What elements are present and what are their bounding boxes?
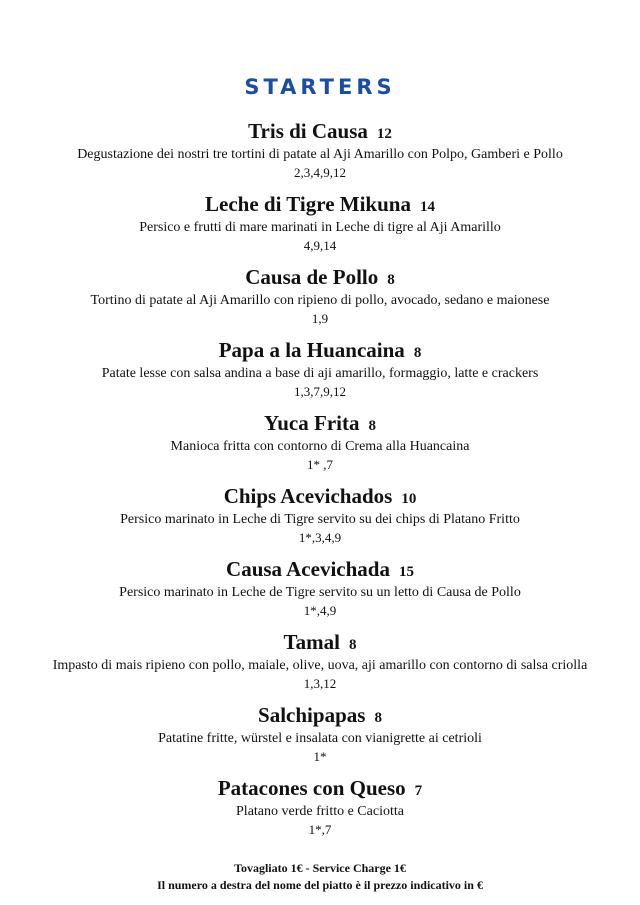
item-name: Patacones con Queso (217, 776, 406, 800)
item-price: 10 (401, 491, 417, 507)
item-allergens: 1*,7 (308, 822, 332, 837)
item-header (0, 117, 640, 145)
item-description: Tortino di patate al Aji Amarillo con ripieno di pollo, avocado, sedano e maionese (90, 293, 550, 308)
item-description: Impasto di mais ripieno con pollo, maiale, olive, uova, aji amarillo con contorno di salsa criolla (52, 658, 588, 673)
item-description: Manioca fritta con contorno di Crema alla Huancaina (170, 439, 470, 454)
item-price: 7 (414, 783, 423, 799)
item-allergens: 1,3,12 (303, 676, 337, 691)
item-header (0, 482, 640, 510)
item-price: 12 (376, 126, 392, 142)
item-header (0, 701, 640, 729)
item-name: Causa de Pollo (245, 265, 379, 289)
item-allergens: 4,9,14 (303, 238, 337, 253)
item-price: 8 (387, 272, 395, 288)
item-description: Degustazione dei nostri tre tortini di patate al Aji Amarillo con Polpo, Gamberi e Pollo (77, 147, 563, 162)
menu-item (0, 117, 640, 182)
item-description: Persico marinato in Leche de Tigre servito su un letto di Causa de Pollo (119, 585, 521, 600)
item-name: Causa Acevichada (226, 557, 390, 581)
item-name: Papa a la Huancaina (218, 338, 405, 362)
item-allergens: 1*,3,4,9 (298, 530, 342, 545)
item-header (0, 336, 640, 364)
menu-item (0, 482, 640, 547)
item-allergens: 1*,4,9 (303, 603, 337, 618)
item-allergens: 1,3,7,9,12 (294, 384, 346, 399)
menu-item (0, 336, 640, 401)
item-header (0, 409, 640, 437)
item-price: 8 (374, 710, 382, 726)
item-description: Persico e frutti di mare marinati in Leche di tigre al Aji Amarillo (139, 220, 501, 235)
item-header (0, 774, 640, 802)
footer-charges: Tovagliato 1€ - Service Charge 1€ (234, 861, 406, 875)
item-description: Patatine fritte, würstel e insalata con vianigrette ai cetrioli (158, 731, 482, 746)
item-header (0, 190, 640, 218)
menu-item (0, 263, 640, 328)
item-name: Yuca Frita (264, 411, 360, 435)
item-price: 15 (398, 564, 414, 580)
item-header (0, 555, 640, 583)
item-name: Tris di Causa (248, 119, 368, 143)
item-price: 8 (368, 418, 376, 434)
item-allergens: 2,3,4,9,12 (294, 165, 346, 180)
item-allergens: 1* (313, 749, 327, 764)
menu-item (0, 190, 640, 255)
item-price: 8 (348, 637, 357, 653)
item-header (0, 628, 640, 656)
item-description: Persico marinato in Leche di Tigre servito su dei chips di Platano Fritto (120, 512, 520, 527)
item-name: Tamal (283, 630, 340, 654)
item-name: Leche di Tigre Mikuna (205, 192, 411, 216)
menu-item (0, 774, 640, 839)
footer-price-note: Il numero a destra del nome del piatto è il prezzo indicativo in € (157, 878, 483, 892)
menu-item (0, 701, 640, 766)
page-title: STARTERS (244, 75, 396, 100)
item-price: 8 (413, 345, 422, 361)
item-allergens: 1,9 (311, 311, 329, 326)
item-name: Chips Acevichados (223, 484, 393, 508)
footer (0, 860, 640, 894)
menu-list (0, 117, 640, 847)
item-description: Platano verde fritto e Caciotta (236, 804, 404, 819)
menu-item (0, 628, 640, 693)
item-price: 14 (419, 199, 435, 215)
item-header (0, 263, 640, 291)
item-name: Salchipapas (258, 703, 366, 727)
item-description: Patate lesse con salsa andina a base di aji amarillo, formaggio, latte e crackers (101, 366, 539, 381)
item-allergens: 1* ,7 (307, 457, 333, 472)
menu-item (0, 555, 640, 620)
menu-item (0, 409, 640, 474)
